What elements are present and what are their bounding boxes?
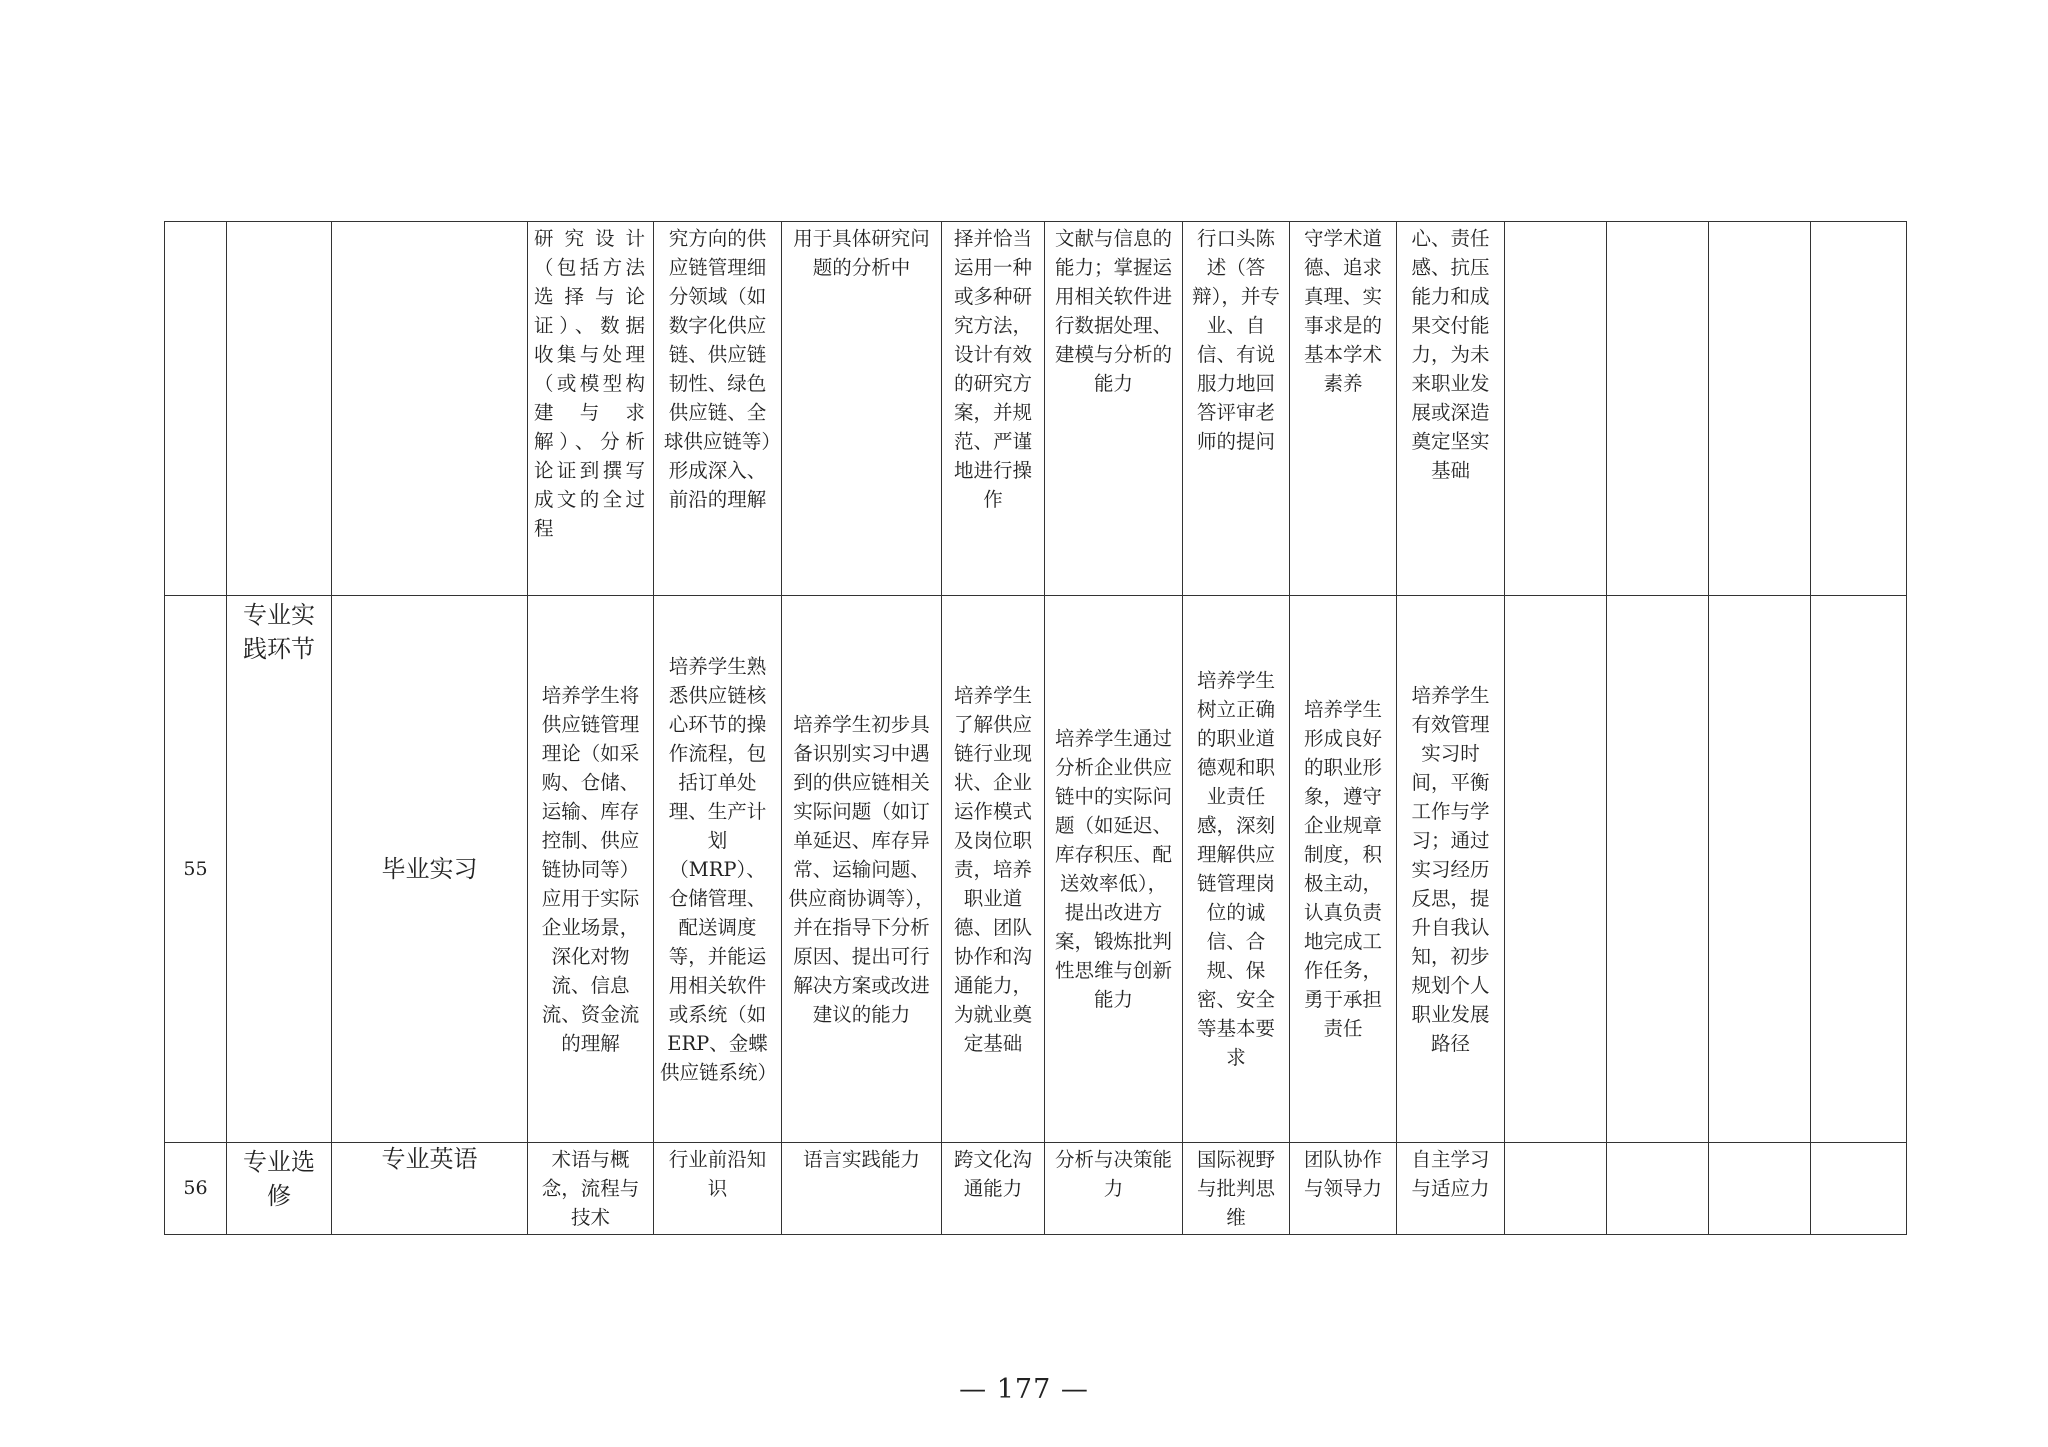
- empty-cell: [1505, 1143, 1607, 1235]
- objective-cell: 术语与概念，流程与技术: [528, 1143, 654, 1235]
- objective-cell: 分析与决策能力: [1045, 1143, 1183, 1235]
- empty-cell: [1505, 222, 1607, 596]
- objective-cell: 跨文化沟通能力: [942, 1143, 1045, 1235]
- objective-cell: 自主学习与适应力: [1397, 1143, 1505, 1235]
- row-number: [165, 222, 227, 596]
- course-name-cell: 毕业实习: [332, 596, 528, 1143]
- table-row: [165, 596, 1907, 1143]
- table-row: [165, 222, 1907, 596]
- curriculum-table: [164, 221, 1907, 1235]
- objective-cell: 用于具体研究问题的分析中: [782, 222, 942, 596]
- objective-cell: 文献与信息的能力；掌握运用相关软件进行数据处理、建模与分析的能力: [1045, 222, 1183, 596]
- empty-cell: [1811, 596, 1907, 1143]
- objective-cell: 行口头陈述（答辩），并专业、自信、有说服力地回答评审老师的提问: [1183, 222, 1290, 596]
- objective-cell: 国际视野与批判思维: [1183, 1143, 1290, 1235]
- row-number: 55: [165, 596, 227, 1143]
- objective-cell: 语言实践能力: [782, 1143, 942, 1235]
- objective-cell: 培养学生将供应链管理理论（如采购、仓储、运输、库存控制、供应链协同等）应用于实际企业场景，深化对物流、信息流、资金流的理解: [528, 596, 654, 1143]
- table-row: [165, 1143, 1907, 1235]
- objective-cell: 培养学生初步具备识别实习中遇到的供应链相关实际问题（如订单延迟、库存异常、运输问题、供应商协调等），并在指导下分析原因、提出可行解决方案或改进建议的能力: [782, 596, 942, 1143]
- objective-cell: 团队协作与领导力: [1290, 1143, 1397, 1235]
- empty-cell: [1709, 1143, 1811, 1235]
- row-number: 56: [165, 1143, 227, 1235]
- objective-cell: 心、责任感、抗压能力和成果交付能力，为未来职业发展或深造奠定坚实基础: [1397, 222, 1505, 596]
- objective-cell: 培养学生树立正确的职业道德观和职业责任感，深刻理解供应链管理岗位的诚信、合规、保密、安全等基本要求: [1183, 596, 1290, 1143]
- objective-cell: 培养学生了解供应链行业现状、企业运作模式及岗位职责，培养职业道德、团队协作和沟通能力，为就业奠定基础: [942, 596, 1045, 1143]
- page-number: — 177 —: [959, 1374, 1089, 1405]
- objective-cell: 培养学生通过分析企业供应链中的实际问题（如延迟、库存积压、配送效率低），提出改进方案，锻炼批判性思维与创新能力: [1045, 596, 1183, 1143]
- objective-cell: 培养学生形成良好的职业形象，遵守企业规章制度，积极主动，认真负责地完成工作任务，勇于承担责任: [1290, 596, 1397, 1143]
- objective-cell: 择并恰当运用一种或多种研究方法，设计有效的研究方案，并规范、严谨地进行操作: [942, 222, 1045, 596]
- course-name-cell: 专业英语: [332, 1143, 528, 1235]
- category-cell: [227, 222, 332, 596]
- empty-cell: [1607, 596, 1709, 1143]
- empty-cell: [1811, 222, 1907, 596]
- objective-cell: 究方向的供应链管理细分领域（如数字化供应链、供应链韧性、绿色供应链、全球供应链等）形成深入、前沿的理解: [654, 222, 782, 596]
- objective-cell: 研究设计（包括方法选择与论证）、数据收集与处理（或模型构建与求解）、分析论证到撰写成文的全过程: [528, 222, 654, 596]
- empty-cell: [1505, 596, 1607, 1143]
- objective-cell: 守学术道德、追求真理、实事求是的基本学术素养: [1290, 222, 1397, 596]
- empty-cell: [1709, 222, 1811, 596]
- category-cell: 专业实践环节: [227, 596, 332, 1143]
- category-cell: 专业选修: [227, 1143, 332, 1235]
- empty-cell: [1811, 1143, 1907, 1235]
- objective-cell: 培养学生有效管理实习时间，平衡工作与学习；通过实习经历反思，提升自我认知，初步规划个人职业发展路径: [1397, 596, 1505, 1143]
- empty-cell: [1607, 1143, 1709, 1235]
- empty-cell: [1709, 596, 1811, 1143]
- empty-cell: [1607, 222, 1709, 596]
- objective-cell: 行业前沿知识: [654, 1143, 782, 1235]
- course-name-cell: [332, 222, 528, 596]
- objective-cell: 培养学生熟悉供应链核心环节的操作流程，包括订单处理、生产计划（MRP）、仓储管理、配送调度等，并能运用相关软件或系统（如ERP、金蝶供应链系统）: [654, 596, 782, 1143]
